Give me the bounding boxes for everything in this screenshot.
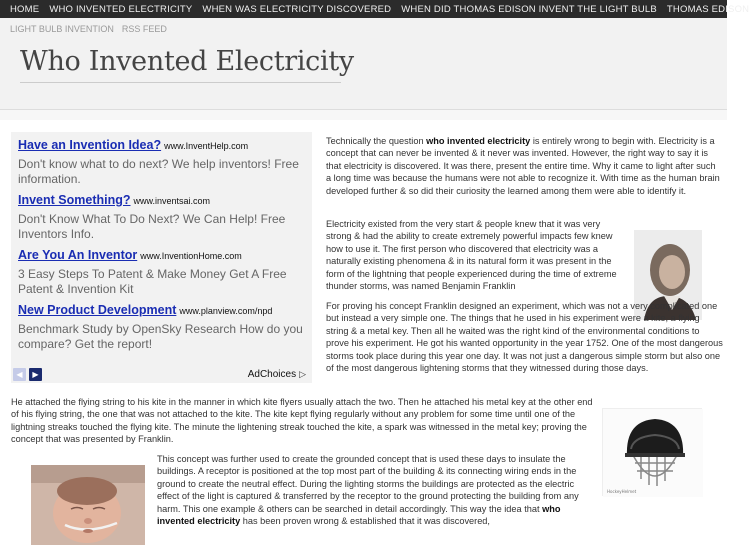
nav-edison-light-bulb[interactable]: WHEN DID THOMAS EDISON INVENT THE LIGHT BULB (401, 3, 657, 15)
ad-description: Don't know what to do next? We help inventors! Free information. (18, 157, 299, 186)
nav-who-invented-electricity[interactable]: WHO INVENTED ELECTRICITY (49, 3, 193, 15)
ad-description: Benchmark Study by OpenSky Research How do you compare? Get the report! (18, 322, 303, 351)
article-paragraph: For proving his concept Franklin designed an experiment, which was not a very complicated one but instead a very simple one. The things that he used in his experiment were a kite, a flying string & a metal key. Then all he waited was the right kind of the environmental conditions to prove his experiment. He got his wanted opportunity in the year 1752. One of the most dangerous storms took place during this year one day. It was not just a dangerous simple storm but also one of the most dangerous lightening storms that they witnessed during those days. (326, 301, 723, 374)
article-paragraph: Technically the question who invented electricity is entirely wrong to begin with. Electricity is a concept that can never be invented & it never was invented. However, the right way to say it is that electricity is discovered. It was there, present the entire time. Why it came to light after such a long time was because the humans were not able to recognize it. With time as the human brain developed further & so did their curiosity the learned among them were able to identify it. (326, 136, 720, 196)
ad-description: 3 Easy Steps To Patent & Make Money Get A Free Patent & Invention Kit (18, 267, 287, 296)
ad-description: Don't Know What To Do Next? We Can Help! Free Inventors Info. (18, 212, 286, 241)
site-header (0, 40, 727, 110)
title-divider (20, 82, 341, 83)
ad-item (18, 137, 305, 187)
hockey-helmet-image (602, 408, 702, 496)
top-nav (0, 0, 749, 18)
article-paragraph: This concept was further used to create the grounded concept that is used these days to insulate the buildings. A receptor is positioned at the top most part of the building & its connecting wiring ends in the ground to create the neutral effect. During the lighting storms the buildings are protected as the electric effect of the light is captured & transferred by the receptor to the ground protecting the building from any harm. This one example & others can be searched in detail accordingly. This way the idea that who invented electricity has been proven wrong & established that it was discovered, (157, 454, 579, 527)
ad-title-link[interactable]: New Product Development (18, 303, 177, 317)
article-paragraph: He attached the flying string to his kite in the manner in which kite flyers usually attach the two. Then he attached his metal key at the other end of his flying string, the one that was not attached to the kite. The kite kept flying regularly without any problem for some time until one of the lightning streaks touched the flying kite. The minute the lightening streak touched the kite, a spark was witnessed in the metal key; proving the concept that was presented by Franklin. (11, 397, 593, 445)
keyword-highlight: who invented electricity (157, 503, 561, 527)
nav-thomas-edison[interactable]: THOMAS EDISON (666, 3, 749, 15)
ad-title-link[interactable]: Invent Something? (18, 193, 131, 207)
helmet-caption: HockeyHelmet (607, 489, 637, 494)
article-paragraph: Electricity existed from the very start & people knew that it was very strong & had the ability to create extremely powerful impacts few knew how to use it. The first person who discovered that electricity was a naturally existing phenomena & in its natural form it was present in the form of the lightning that people experienced during the time of extreme thunder storms, was named Benjamin Franklin (326, 219, 617, 292)
ad-url[interactable]: www.planview.com/npd (179, 306, 273, 316)
ad-url[interactable]: www.InventionHome.com (140, 251, 242, 261)
ad-title-link[interactable]: Have an Invention Idea? (18, 138, 162, 152)
ad-url[interactable]: www.InventHelp.com (164, 141, 249, 151)
baby-photo-graphic (31, 465, 145, 545)
sub-nav (0, 18, 727, 40)
ad-item (18, 192, 305, 242)
helmet-graphic (603, 409, 703, 497)
site-title[interactable]: Who Invented Electricity (20, 46, 354, 77)
ad-item (18, 247, 305, 297)
nav-when-electricity-discovered[interactable]: WHEN WAS ELECTRICITY DISCOVERED (202, 3, 392, 15)
baby-photo (31, 465, 145, 545)
ad-box (11, 132, 312, 383)
ad-footer (13, 367, 306, 381)
ad-url[interactable]: www.inventsai.com (133, 196, 211, 206)
nav-home[interactable]: HOME (10, 3, 40, 15)
ad-prev-arrow-icon[interactable]: ◀ (13, 368, 26, 381)
adchoices-label: AdChoices (247, 368, 297, 380)
ad-title-link[interactable]: Are You An Inventor (18, 248, 138, 262)
keyword-highlight: who invented electricity (426, 136, 531, 146)
ad-next-arrow-icon[interactable]: ▶ (29, 368, 42, 381)
header-strip (0, 110, 727, 120)
nav-light-bulb-invention[interactable]: LIGHT BULB INVENTION (10, 24, 114, 34)
adchoices-icon: ▷ (299, 368, 306, 379)
adchoices-link[interactable] (248, 369, 306, 380)
ad-item (18, 302, 305, 352)
nav-rss-feed[interactable]: RSS FEED (121, 24, 167, 34)
